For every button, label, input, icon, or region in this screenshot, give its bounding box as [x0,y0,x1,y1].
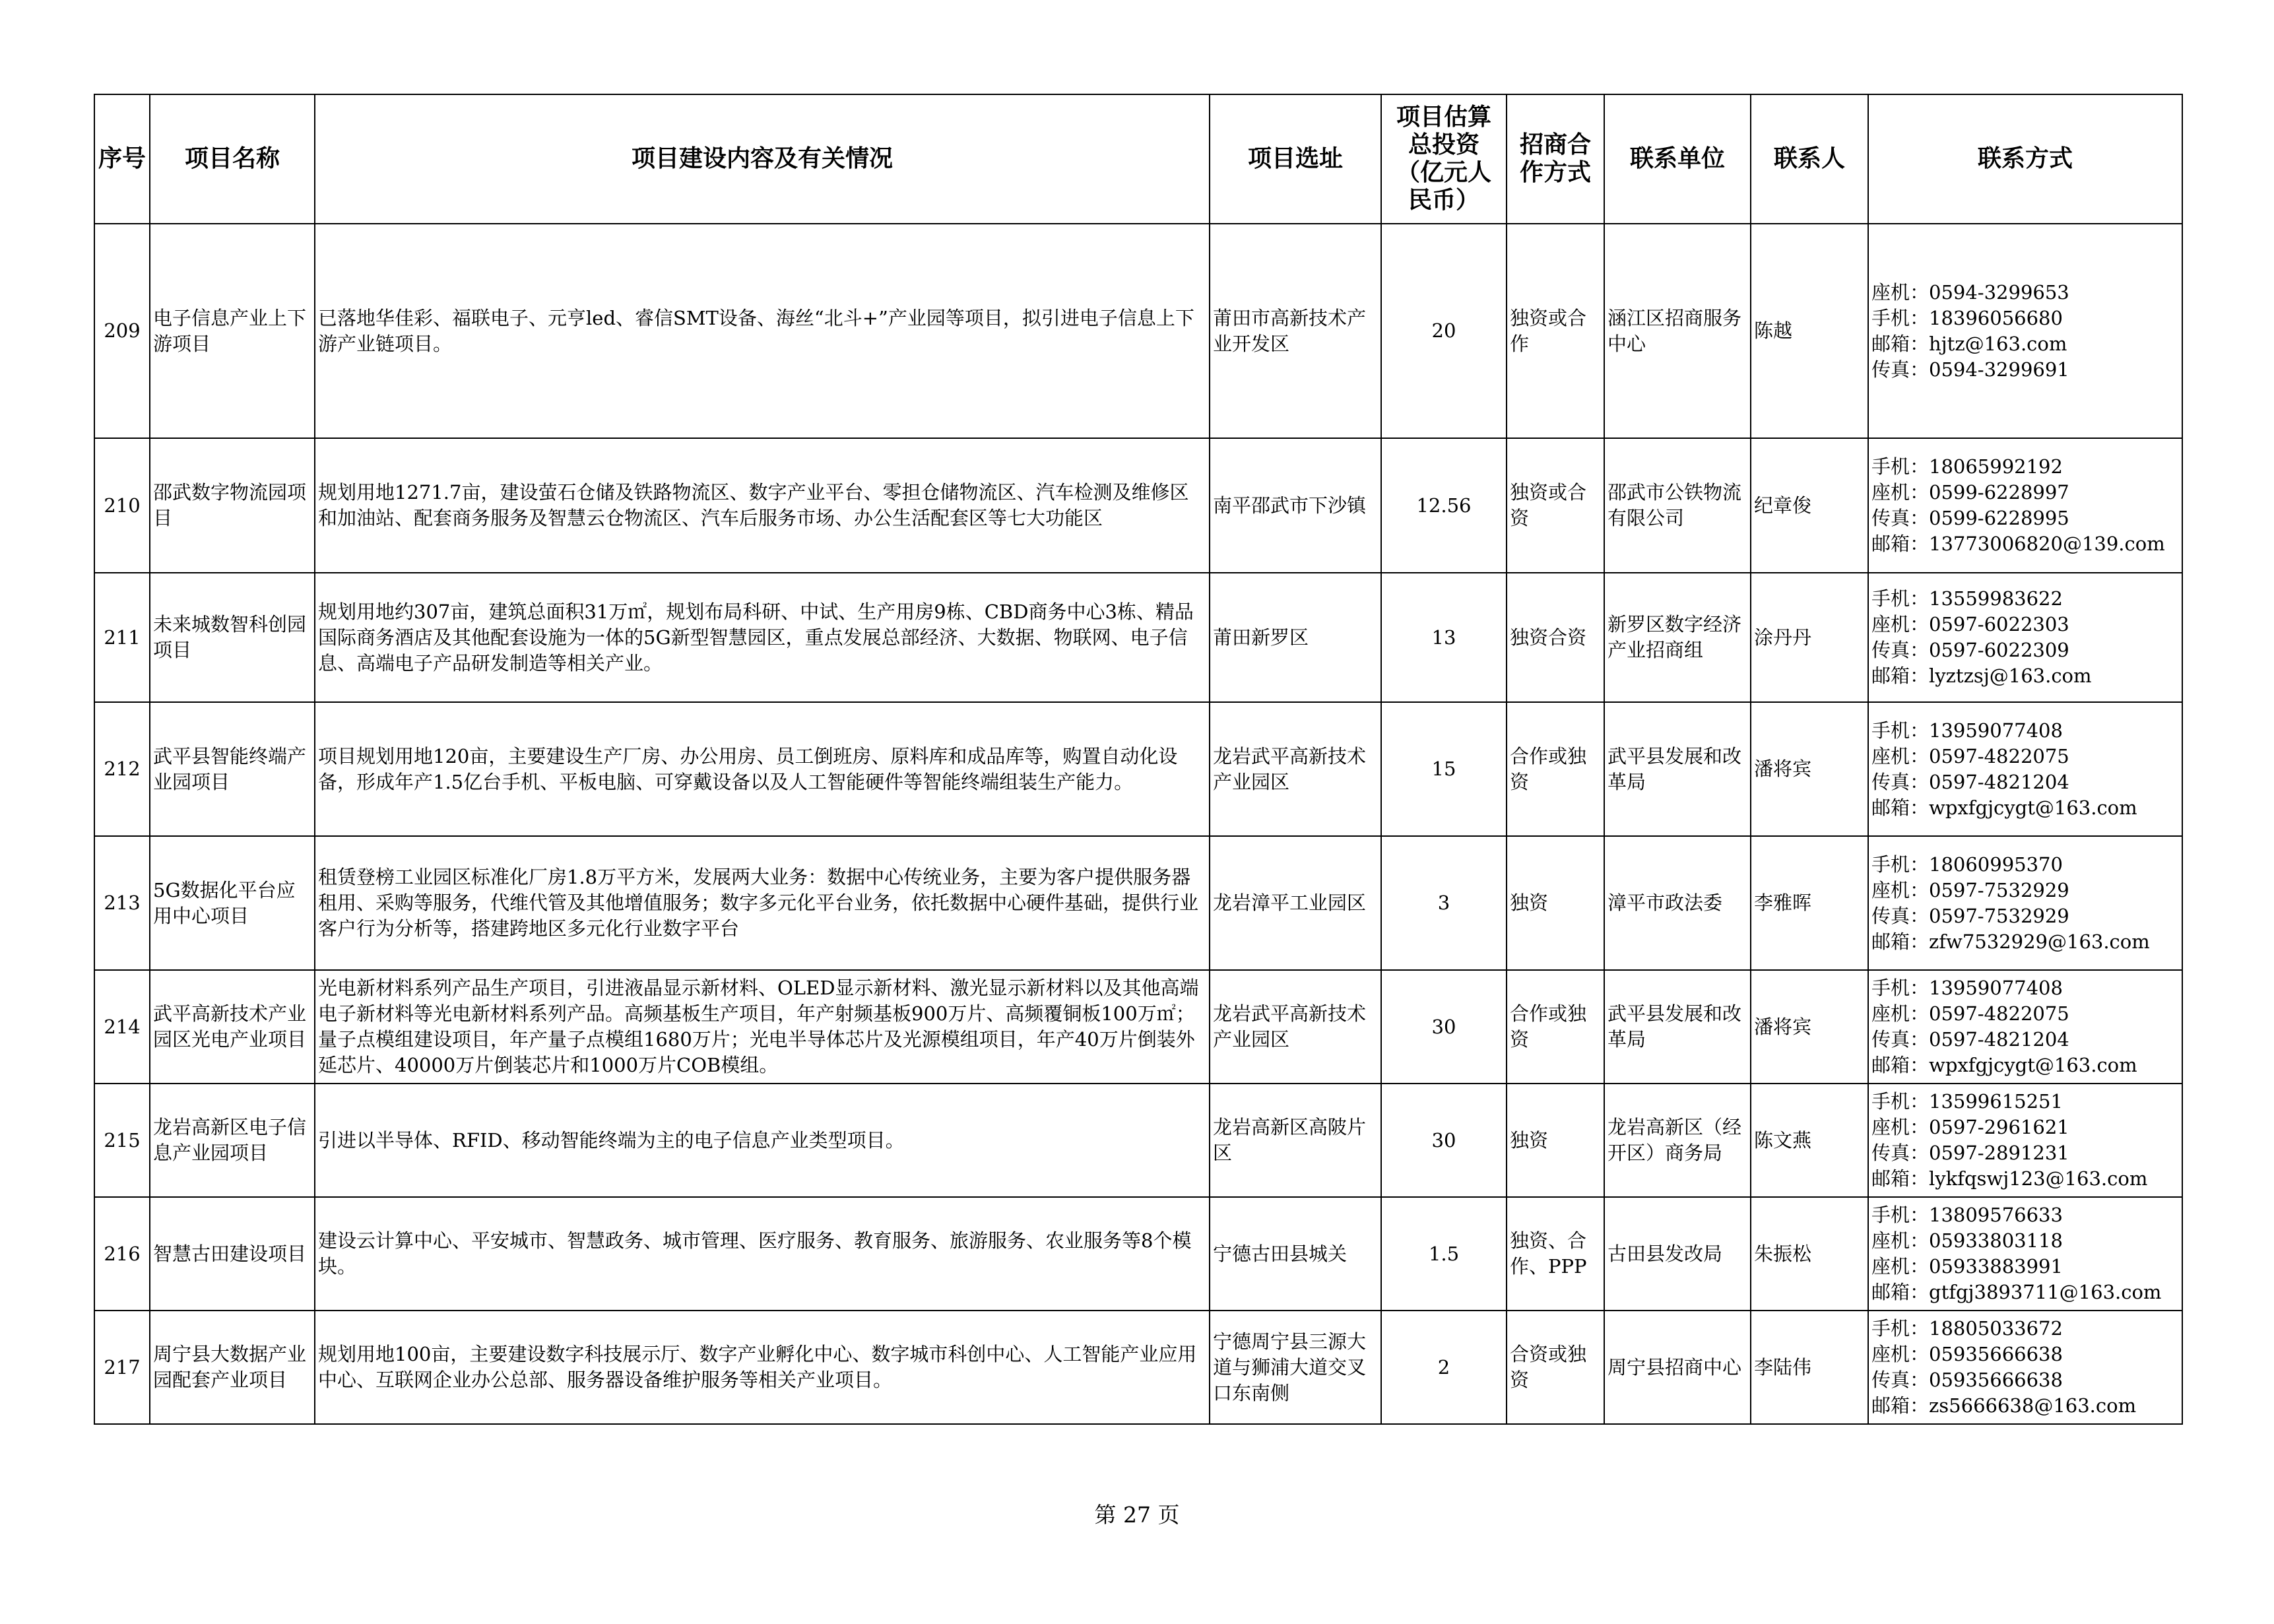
row-seq: 213 [94,836,150,970]
table-row [94,573,2182,702]
row-location: 龙岩漳平工业园区 [1210,836,1381,970]
contact-line: 座机：0599-6228997 [1871,481,2069,503]
row-contacts [1868,1311,2182,1424]
row-investment: 30 [1381,970,1507,1084]
contact-line: 邮箱：zfw7532929@163.com [1871,930,2150,953]
row-contacts [1868,1084,2182,1197]
contact-line: 座机：05933803118 [1871,1229,2063,1252]
table-row [94,970,2182,1084]
row-seq: 209 [94,224,150,438]
row-contacts [1868,836,2182,970]
row-location: 莆田市高新技术产业开发区 [1210,224,1381,438]
row-person: 潘将宾 [1751,970,1868,1084]
header-coop-line: 作方式 [1519,159,1591,186]
contact-line: 手机：18060995370 [1871,853,2063,876]
page-number: 第 27 页 [1094,1502,1180,1528]
row-coop: 合作或独资 [1507,702,1604,836]
row-person: 李雅晖 [1751,836,1868,970]
row-content: 光电新材料系列产品生产项目，引进液晶显示新材料、OLED显示新材料、激光显示新材料以及其他高端电子新材料等光电新材料系列产品。高频基板生产项目，年产射频基板900万片、高频覆铜板100万㎡；量子点模组建设项目，年产量子点模组1680万片；光电半导体芯片及光源模组项目，年产40万片倒装外延芯片、40000万片倒装芯片和1000万片COB模组。 [315,970,1210,1084]
row-unit: 邵武市公铁物流有限公司 [1604,438,1751,573]
contact-line: 传真：0594-3299691 [1871,358,2069,381]
contact-line: 邮箱：gtfgj3893711@163.com [1871,1281,2162,1303]
row-content: 规划用地100亩，主要建设数字科技展示厅、数字产业孵化中心、数字城市科创中心、人工智能产业应用中心、互联网企业办公总部、服务器设备维护服务等相关产业项目。 [315,1311,1210,1424]
row-name: 5G数据化平台应用中心项目 [150,836,315,970]
row-contacts [1868,573,2182,702]
row-coop: 独资或合资 [1507,438,1604,573]
contact-line: 座机：0597-7532929 [1871,878,2069,901]
contact-line: 邮箱：wpxfgjcygt@163.com [1871,796,2137,819]
row-content: 项目规划用地120亩，主要建设生产厂房、办公用房、员工倒班房、原料库和成品库等，购置自动化设备，形成年产1.5亿台手机、平板电脑、可穿戴设备以及人工智能硬件等智能终端组装生产能力。 [315,702,1210,836]
header-coop-line: 招商合 [1519,131,1591,158]
row-investment: 2 [1381,1311,1507,1424]
row-contacts [1868,224,2182,438]
row-name: 未来城数智科创园项目 [150,573,315,702]
row-contacts [1868,970,2182,1084]
row-seq: 216 [94,1197,150,1311]
contact-line: 座机：0597-4822075 [1871,1002,2069,1025]
contact-line: 邮箱：hjtz@163.com [1871,332,2067,355]
header-investment-line: （亿元人 [1396,159,1491,186]
row-person: 陈越 [1751,224,1868,438]
row-person: 潘将宾 [1751,702,1868,836]
table-row [94,1084,2182,1197]
row-location: 莆田新罗区 [1210,573,1381,702]
row-coop: 独资 [1507,1084,1604,1197]
row-seq: 210 [94,438,150,573]
header-unit: 联系单位 [1604,94,1751,224]
table-row [94,836,2182,970]
row-unit: 古田县发改局 [1604,1197,1751,1311]
row-unit: 漳平市政法委 [1604,836,1751,970]
contact-line: 座机：05933883991 [1871,1255,2063,1278]
row-location: 龙岩武平高新技术产业园区 [1210,970,1381,1084]
contact-line: 邮箱：wpxfgjcygt@163.com [1871,1054,2137,1076]
row-person: 涂丹丹 [1751,573,1868,702]
contact-line: 座机：0597-2961621 [1871,1116,2069,1138]
row-investment: 1.5 [1381,1197,1507,1311]
row-coop: 独资、合作、PPP [1507,1197,1604,1311]
row-name: 邵武数字物流园项目 [150,438,315,573]
contact-line: 手机：13809576633 [1871,1204,2063,1226]
row-coop: 独资合资 [1507,573,1604,702]
row-name: 龙岩高新区电子信息产业园项目 [150,1084,315,1197]
row-seq: 212 [94,702,150,836]
row-coop: 独资或合作 [1507,224,1604,438]
header-content: 项目建设内容及有关情况 [315,94,1210,224]
row-seq: 215 [94,1084,150,1197]
row-investment: 15 [1381,702,1507,836]
row-investment: 30 [1381,1084,1507,1197]
row-content: 已落地华佳彩、福联电子、元亨led、睿信SMT设备、海丝“北斗+”产业园等项目，拟引进电子信息上下游产业链项目。 [315,224,1210,438]
row-name: 周宁县大数据产业园配套产业项目 [150,1311,315,1424]
row-location: 宁德周宁县三源大道与狮浦大道交叉口东南侧 [1210,1311,1381,1424]
projects-table [94,94,2183,1425]
header-coop [1507,94,1604,224]
row-person: 李陆伟 [1751,1311,1868,1424]
contact-line: 手机：13599615251 [1871,1090,2063,1113]
row-investment: 3 [1381,836,1507,970]
row-location: 南平邵武市下沙镇 [1210,438,1381,573]
row-unit: 涵江区招商服务中心 [1604,224,1751,438]
row-investment: 12.56 [1381,438,1507,573]
contact-line: 传真：0597-4821204 [1871,770,2069,793]
row-investment: 20 [1381,224,1507,438]
row-name: 电子信息产业上下游项目 [150,224,315,438]
contact-line: 手机：18396056680 [1871,306,2063,329]
row-content: 引进以半导体、RFID、移动智能终端为主的电子信息产业类型项目。 [315,1084,1210,1197]
table-row [94,438,2182,573]
row-contacts [1868,1197,2182,1311]
contact-line: 手机：13959077408 [1871,719,2063,742]
row-coop: 独资 [1507,836,1604,970]
contact-line: 邮箱：zs5666638@163.com [1871,1394,2137,1417]
row-investment: 13 [1381,573,1507,702]
row-unit: 周宁县招商中心 [1604,1311,1751,1424]
contact-line: 座机：0597-6022303 [1871,613,2069,635]
header-person: 联系人 [1751,94,1868,224]
contact-line: 传真：05935666638 [1871,1369,2063,1391]
row-coop: 合作或独资 [1507,970,1604,1084]
contact-line: 邮箱：13773006820@139.com [1871,533,2165,555]
table-row [94,224,2182,438]
row-location: 宁德古田县城关 [1210,1197,1381,1311]
row-person: 纪章俊 [1751,438,1868,573]
header-location: 项目选址 [1210,94,1381,224]
table-row [94,1197,2182,1311]
contact-line: 手机：18065992192 [1871,455,2063,478]
contact-line: 传真：0597-2891231 [1871,1142,2069,1164]
row-location: 龙岩高新区高陂片区 [1210,1084,1381,1197]
contact-line: 传真：0597-4821204 [1871,1028,2069,1051]
row-content: 规划用地约307亩，建筑总面积31万㎡，规划布局科研、中试、生产用房9栋、CBD商务中心3栋、精品国际商务酒店及其他配套设施为一体的5G新型智慧园区，重点发展总部经济、大数据、物联网、电子信息、高端电子产品研发制造等相关产业。 [315,573,1210,702]
row-person: 朱振松 [1751,1197,1868,1311]
contact-line: 座机：0594-3299653 [1871,280,2069,304]
contact-line: 传真：0597-7532929 [1871,904,2069,927]
header-name: 项目名称 [150,94,315,224]
row-content: 规划用地1271.7亩，建设萤石仓储及铁路物流区、数字产业平台、零担仓储物流区、汽车检测及维修区和加油站、配套商务服务及智慧云仓物流区、汽车后服务市场、办公生活配套区等七大功能区 [315,438,1210,573]
row-seq: 214 [94,970,150,1084]
row-name: 武平高新技术产业园区光电产业项目 [150,970,315,1084]
row-unit: 新罗区数字经济产业招商组 [1604,573,1751,702]
table-header-row [94,94,2182,224]
row-coop: 合资或独资 [1507,1311,1604,1424]
row-content: 租赁登榜工业园区标准化厂房1.8万平方米，发展两大业务：数据中心传统业务，主要为客户提供服务器租用、采购等服务，代维代管及其他增值服务；数字多元化平台业务，依托数据中心硬件基础，提供行业客户行为分析等，搭建跨地区多元化行业数字平台 [315,836,1210,970]
row-seq: 217 [94,1311,150,1424]
contact-line: 座机：05935666638 [1871,1343,2063,1365]
row-seq: 211 [94,573,150,702]
header-investment-line: 总投资 [1408,131,1479,158]
contact-line: 手机：13559983622 [1871,587,2063,610]
contact-line: 座机：0597-4822075 [1871,744,2069,767]
contact-line: 传真：0597-6022309 [1871,639,2069,661]
header-seq: 序号 [94,94,150,224]
header-investment-line: 民币） [1408,187,1479,214]
row-name: 智慧古田建设项目 [150,1197,315,1311]
row-unit: 龙岩高新区（经开区）商务局 [1604,1084,1751,1197]
contact-line: 手机：13959077408 [1871,977,2063,999]
header-investment-line: 项目估算 [1396,104,1491,131]
row-contacts [1868,438,2182,573]
table-row [94,702,2182,836]
row-name: 武平县智能终端产业园项目 [150,702,315,836]
header-investment [1381,94,1507,224]
header-contact: 联系方式 [1868,94,2182,224]
contact-line: 传真：0599-6228995 [1871,507,2069,529]
contact-line: 邮箱：lyztzsj@163.com [1871,665,2092,687]
table-row [94,1311,2182,1424]
row-unit: 武平县发展和改革局 [1604,970,1751,1084]
contact-line: 手机：18805033672 [1871,1317,2063,1340]
row-location: 龙岩武平高新技术产业园区 [1210,702,1381,836]
row-person: 陈文燕 [1751,1084,1868,1197]
row-unit: 武平县发展和改革局 [1604,702,1751,836]
row-contacts [1868,702,2182,836]
contact-line: 邮箱：lykfqswj123@163.com [1871,1167,2148,1190]
row-content: 建设云计算中心、平安城市、智慧政务、城市管理、医疗服务、教育服务、旅游服务、农业服务等8个模块。 [315,1197,1210,1311]
